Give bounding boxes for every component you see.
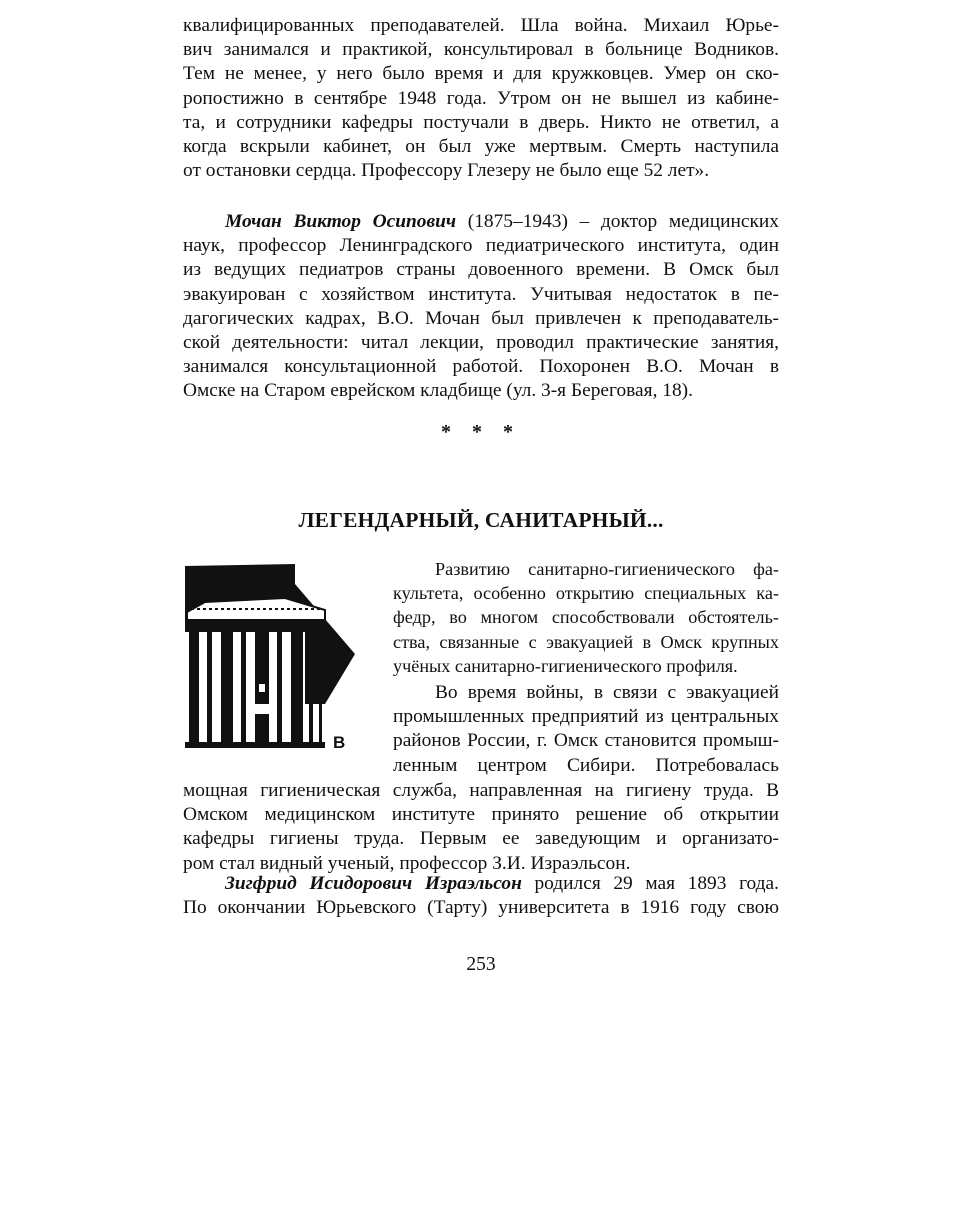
text-line: из ведущих педиатров страны довоенного времени. В Омск был [183,259,779,281]
section-heading: ЛЕГЕНДАРНЫЙ, САНИТАРНЫЙ... [298,508,664,532]
text-line: Во время войны, в связи с эвакуацией [435,682,779,703]
text-line: ром стал видный ученый, профессор З.И. Израэльсон. [183,852,631,874]
text-line [183,210,779,234]
paragraph-war-narrow [393,681,779,778]
building-columns-illustration [185,554,355,754]
text-span: родился 29 мая 1893 года. [521,873,779,894]
paragraph-mochan [183,210,779,404]
person-name-mochan: Мочан Виктор Осипович [225,211,457,232]
paragraph-israelson [183,872,779,920]
text-line: ства, связанные с эвакуацией в Омск крупных [393,631,779,652]
text-line: квалифицированных преподавателей. Шла война. Михаил Юрье- [183,15,779,36]
illustration-monogram: В [333,733,346,752]
text-line: Омске на Старом еврейском кладбище (ул. 3-я Береговая, 18). [183,380,693,402]
text-line: культета, особенно открытию специальных ка- [393,583,779,604]
text-line: от остановки сердца. Профессору Глезеру не было еще 52 лет». [183,160,710,182]
text-line: эвакуирован с хозяйством института. Учитывая недостаток в пе- [183,283,779,305]
text-line: та, и сотрудники кафедры постучали в дверь. Никто не ответил, а [183,111,779,133]
text-line [183,872,779,896]
text-span: (1875–1943) – доктор медицинских [456,211,779,232]
text-line: ской деятельности: читал лекции, проводил практические занятия, [183,331,779,353]
text-line: дагогических кадрах, В.О. Мочан был привлечен к преподаватель- [183,307,779,329]
text-line: Тем не менее, у него было время и для кружковцев. Умер он ско- [183,63,779,85]
text-line: Развитию санитарно-гигиенического фа- [435,559,779,579]
paragraph-war-wide [183,779,779,876]
text-line: По окончании Юрьевского (Тарту) университета в 1916 году свою [183,897,779,919]
text-line: районов России, г. Омск становится промыш- [393,730,779,752]
text-line: учёных санитарно-гигиенического профиля. [393,655,738,676]
text-line: промышленных предприятий из центральных [393,706,779,728]
text-line: кафедры гигиены труда. Первым ее заведующим и организато- [183,828,779,850]
text-line: федр, во многом способствовали обстоятель- [393,607,779,628]
section-separator-stars: * * * [441,421,521,443]
text-line: ленным центром Сибири. Потребовалась [393,754,779,776]
text-line: мощная гигиеническая служба, направленная на гигиену труда. В [183,780,779,801]
page-number: 253 [466,954,496,975]
person-name-israelson: Зигфрид Исидорович Израэльсон [225,873,522,894]
text-line: вич занимался и практикой, консультировал в больнице Водников. [183,39,779,61]
text-line: наук, профессор Ленинградского педиатрического института, один [183,235,779,257]
text-line: ропостижно в сентябре 1948 года. Утром он не вышел из кабине- [183,87,779,109]
paragraph-glezer-end [183,14,779,183]
paragraph-faculty [393,557,779,678]
text-line: Омском медицинском институте принято решение об открытии [183,804,779,826]
text-line: когда вскрыли кабинет, он был уже мертвым. Смерть наступила [183,135,779,157]
text-line: занимался консультационной работой. Похоронен В.О. Мочан в [183,356,779,378]
